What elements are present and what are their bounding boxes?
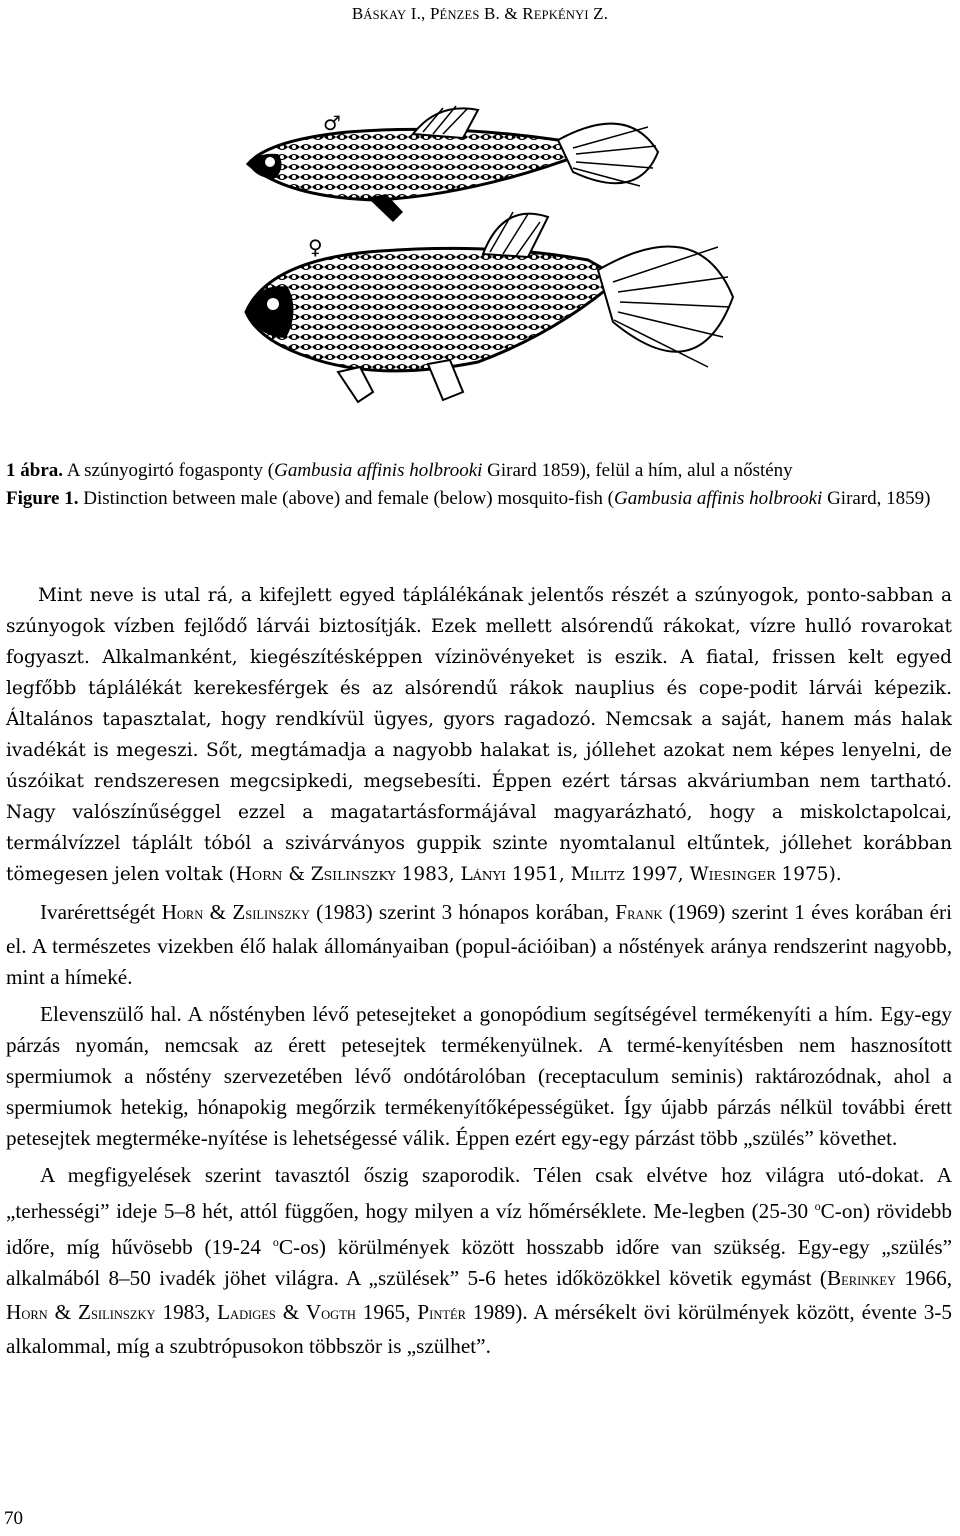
ref: ILITZ bbox=[589, 868, 625, 883]
paragraph-text: C-on) rövidebb időre, míg hűvösebb (19-24 bbox=[6, 1199, 952, 1259]
ref: 1965, bbox=[355, 1300, 418, 1324]
ref: IESINGER bbox=[708, 868, 776, 883]
ref: Z bbox=[232, 900, 246, 924]
paragraph-text: A megfigyelések szerint tavasztól őszig szaporodik. Télen csak elvétve hoz világra utó-dokat. A „terhességi” ideje 5–8 hét, attól függően, hogy milyen a víz hőmérséklete. Me-legben (25-30 bbox=[6, 1163, 952, 1223]
ref: F bbox=[615, 900, 628, 924]
ref: 1966, bbox=[895, 1266, 953, 1290]
paragraph-text: Mint neve is utal rá, a kifejlett egyed táplálékának jelentős részét a szúnyogok, ponto-sabban a szúnyogok vízben fejlődő lárvái biztosítják. Ezek mellett alsórendű rákokat, vízre hulló rovarokat fogyaszt. Alkalmanként, kiegészítésképpen vízinövényeket is eszik. bbox=[6, 585, 952, 668]
ref: & bbox=[282, 864, 311, 885]
fish-drawing bbox=[228, 82, 748, 437]
ref: W bbox=[689, 864, 709, 885]
header-text: I., P bbox=[406, 4, 440, 23]
header-text: ÉNZES bbox=[439, 8, 480, 22]
header-text: B bbox=[351, 4, 364, 23]
fish-illustration bbox=[228, 82, 748, 437]
ref: L bbox=[460, 864, 473, 885]
ref: SILINSZKY bbox=[90, 1308, 156, 1322]
degree-mark: o bbox=[272, 1235, 279, 1249]
ref: 1983, bbox=[155, 1300, 218, 1324]
ref: & bbox=[47, 1300, 79, 1324]
paragraph bbox=[6, 580, 952, 891]
paragraph-text: Ivarérettségét bbox=[40, 900, 162, 924]
ref: H bbox=[161, 900, 177, 924]
ref: ERINKEY bbox=[841, 1274, 896, 1288]
degree-mark: o bbox=[814, 1199, 821, 1213]
ref: ÁNYI bbox=[472, 868, 506, 883]
ref: SILINSZKY bbox=[323, 868, 396, 883]
ref: ORN bbox=[176, 908, 204, 922]
page-number: 70 bbox=[4, 1508, 23, 1529]
caption-label: Figure 1. bbox=[6, 488, 79, 509]
header-text: Z. bbox=[588, 4, 609, 23]
ref: L bbox=[217, 1300, 231, 1324]
paragraph-text: C-os) körülmények között hosszabb időre van szükség. Egy-egy „szülés” alkalmából 8–50 ivadék jöhet világra. A „szülések” 5-6 hetes időközökkel követik egymást ( bbox=[6, 1235, 952, 1290]
ref: & bbox=[203, 900, 233, 924]
female-symbol: ♀ bbox=[308, 235, 323, 259]
ref: 1951, bbox=[505, 864, 571, 885]
ref: 1975). bbox=[775, 864, 842, 885]
paragraph-text: (1969) szerint 1 éves korában éri el. A természetes vizekben élő halak állományaiban (popul-ációiban) a nőstények aránya rendszerint nagyobb, mint a hímeké. bbox=[6, 900, 952, 989]
paragraph-text: Elevenszülő hal. A nőstényben lévő petesejteket a gonopódium segítségével termékenyíti a hím. Egy-egy párzás nyomán, nemcsak az érett petesejtek termékenyülnek. A termé-kenyítésben nem hasznosított spermiumok a nőstény szervezetében lévő ondótárolóban (receptaculum seminis) raktározódnak, ahol a spermiumok hetekig, hónapokig megőrzik termékenyítőképességüket. Így újabb párzás nélkül további érett petesejtek megterméke-nyítése is lehetségessé válik. Éppen ezért egy-egy párzást több „szülés” követhet. bbox=[6, 1002, 952, 1150]
body-text bbox=[6, 580, 952, 1368]
ref: 1997, bbox=[624, 864, 690, 885]
ref: RANK bbox=[627, 908, 663, 922]
ref: Z bbox=[310, 864, 324, 885]
caption-text: Distinction between male (above) and female (below) mosquito-fish ( bbox=[78, 488, 615, 509]
ref: ADIGES bbox=[230, 1308, 276, 1322]
ref: SILINSZKY bbox=[245, 908, 310, 922]
running-header bbox=[0, 4, 960, 24]
ref: P bbox=[417, 1300, 430, 1324]
figure-caption-hungarian bbox=[6, 460, 956, 482]
female-fish bbox=[246, 212, 733, 402]
header-text: EPKÉNYI bbox=[533, 8, 589, 22]
caption-text: Girard, 1859) bbox=[822, 488, 931, 509]
ref: OGTH bbox=[321, 1308, 356, 1322]
paragraph bbox=[6, 1160, 952, 1362]
caption-text: A szúnyogirtó fogasponty ( bbox=[63, 460, 275, 481]
ref: INTÉR bbox=[429, 1308, 466, 1322]
male-fish bbox=[248, 106, 658, 222]
ref: V bbox=[305, 1300, 322, 1324]
ref: ORN bbox=[251, 868, 283, 883]
paragraph-text: 1989). A mérsékelt övi körülmények között, évente 3-5 alkalommal, míg a szubtrópusokon többször is „szülhet”. bbox=[6, 1300, 953, 1358]
paragraph-text: (1983) szerint 3 hónapos korában, bbox=[309, 900, 616, 924]
ref: ORN bbox=[21, 1308, 48, 1322]
header-text: ÁSKAY bbox=[363, 8, 407, 22]
ref: & bbox=[275, 1300, 306, 1324]
paragraph bbox=[6, 999, 952, 1154]
male-symbol: ♂ bbox=[323, 111, 341, 135]
figure-caption-english bbox=[6, 488, 956, 510]
ref: M bbox=[570, 864, 590, 885]
header-text: B. & R bbox=[479, 4, 534, 23]
ref: H bbox=[235, 864, 252, 885]
species-name: Gambusia affinis holbrooki bbox=[274, 460, 483, 481]
caption-text: Girard 1859), felül a hím, alul a nőstény bbox=[482, 460, 793, 481]
paragraph bbox=[6, 897, 952, 993]
ref: Z bbox=[78, 1300, 91, 1324]
ref: H bbox=[6, 1300, 22, 1324]
caption-label: 1 ábra. bbox=[6, 460, 63, 481]
ref: B bbox=[826, 1266, 842, 1290]
ref: 1983, bbox=[395, 864, 461, 885]
species-name: Gambusia affinis holbrooki bbox=[614, 488, 823, 509]
paragraph-text: A fiatal, frissen kelt egyed legfőbb táplálékát kerekesférgek és az alsórendű rákok nauplius és cope-podit lárvái képezik. Általános tapasztalat, hogy rendkívül ügyes, gyors ragadozó. Nemcsak a saját, hanem más halak ivadékát is megeszi. Sőt, megtámadja a nagyobb halakat is, jóllehet azokat nem képes lenyelni, de úszóikat rendszeresen megcsipkedi, megsebesíti. Éppen ezért társas akváriumban nem tartható. Nagy valószínűséggel ezzel a magatartásformájával magyarázható, hogy a miskolctapolcai, termálvízzel táplált tóból a szivárványos guppik szinte nyomtalanul eltűntek, jóllehet korábban tömegesen jelen voltak ( bbox=[6, 647, 952, 885]
